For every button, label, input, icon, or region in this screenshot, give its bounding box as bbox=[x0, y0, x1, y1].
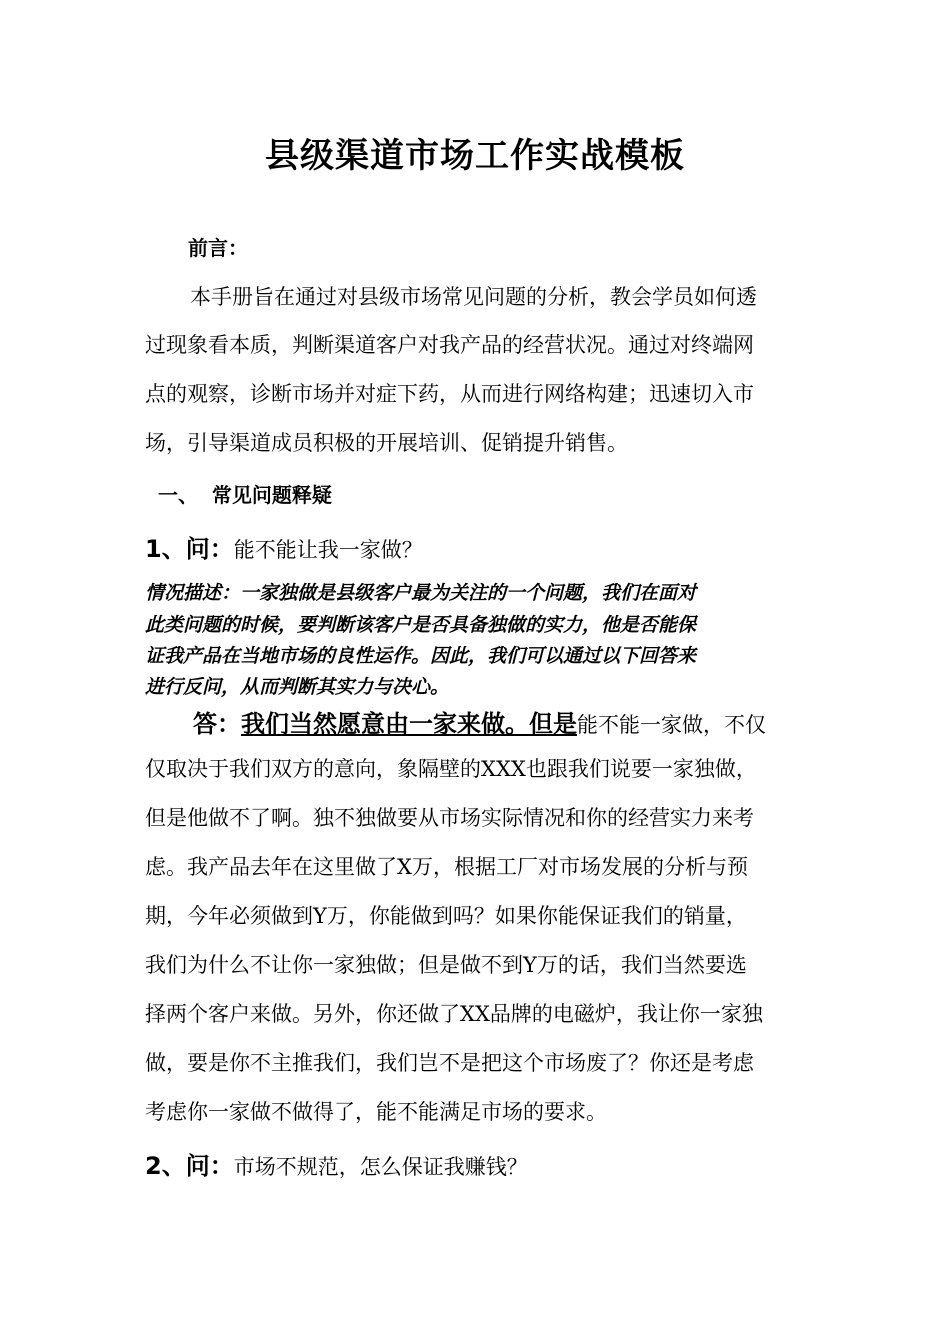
preface-line: 点的观察，诊断市场并对症下药，从而进行网络构建；迅速切入市 bbox=[145, 382, 754, 406]
answer-line: 考虑你一家做不做得了，能不能满足市场的要求。 bbox=[145, 1100, 607, 1124]
situation-desc-line: 情况描述：一家独做是县级客户最为关注的一个问题，我们在面对 bbox=[145, 582, 697, 604]
answer-line: 做，要是你不主推我们，我们岂不是把这个市场废了？你还是考虑 bbox=[145, 1051, 754, 1075]
preface-label: 前言： bbox=[188, 236, 248, 260]
answer-line: 期，今年必须做到Y万，你能做到吗？如果你能保证我们的销量， bbox=[145, 904, 747, 928]
answer-first-line bbox=[193, 704, 858, 739]
document-title: 县级渠道市场工作实战模板 bbox=[265, 136, 685, 176]
answer-line: 但是他做不了啊。独不独做要从市场实际情况和你的经营实力来考 bbox=[145, 806, 754, 830]
question-text: 能不能让我一家做？ bbox=[233, 538, 423, 562]
section-heading: 一、 常见问题释疑 bbox=[158, 483, 332, 507]
question-number: 1、问： bbox=[145, 535, 234, 563]
answer-line: 虑。我产品去年在这里做了X万，根据工厂对市场发展的分析与预 bbox=[145, 855, 748, 879]
preface-line: 场，引导渠道成员积极的开展培训、促销提升销售。 bbox=[145, 431, 628, 455]
preface-line: 过现象看本质，判断渠道客户对我产品的经营状况。通过对终端网 bbox=[145, 333, 754, 357]
answer-label: 答： bbox=[193, 710, 241, 738]
question-text: 市场不规范，怎么保证我赚钱？ bbox=[233, 1155, 528, 1179]
question-number: 2、问： bbox=[145, 1152, 234, 1180]
answer-line: 择两个客户来做。另外，你还做了XX品牌的电磁炉，我让你一家独 bbox=[145, 1002, 763, 1026]
situation-desc-line: 此类问题的时候，要判断该客户是否具备独做的实力，他是否能保 bbox=[145, 614, 697, 636]
situation-desc-line: 进行反问，从而判断其实力与决心。 bbox=[145, 676, 450, 698]
situation-desc-line: 证我产品在当地市场的良性运作。因此，我们可以通过以下回答来 bbox=[145, 645, 697, 667]
preface-line: 本手册旨在通过对县级市场常见问题的分析，教会学员如何透 bbox=[190, 285, 757, 309]
answer-text: 能不能一家做，不仅 bbox=[577, 713, 766, 737]
question-1 bbox=[145, 529, 810, 564]
answer-line: 我们为什么不让你一家独做；但是做不到Y万的话，我们当然要选 bbox=[145, 953, 747, 977]
answer-emphasis: 我们当然愿意由一家来做。但是 bbox=[241, 710, 577, 738]
answer-line: 仅取决于我们双方的意向，象隔壁的XXX也跟我们说要一家独做， bbox=[145, 757, 757, 781]
question-2 bbox=[145, 1146, 810, 1181]
